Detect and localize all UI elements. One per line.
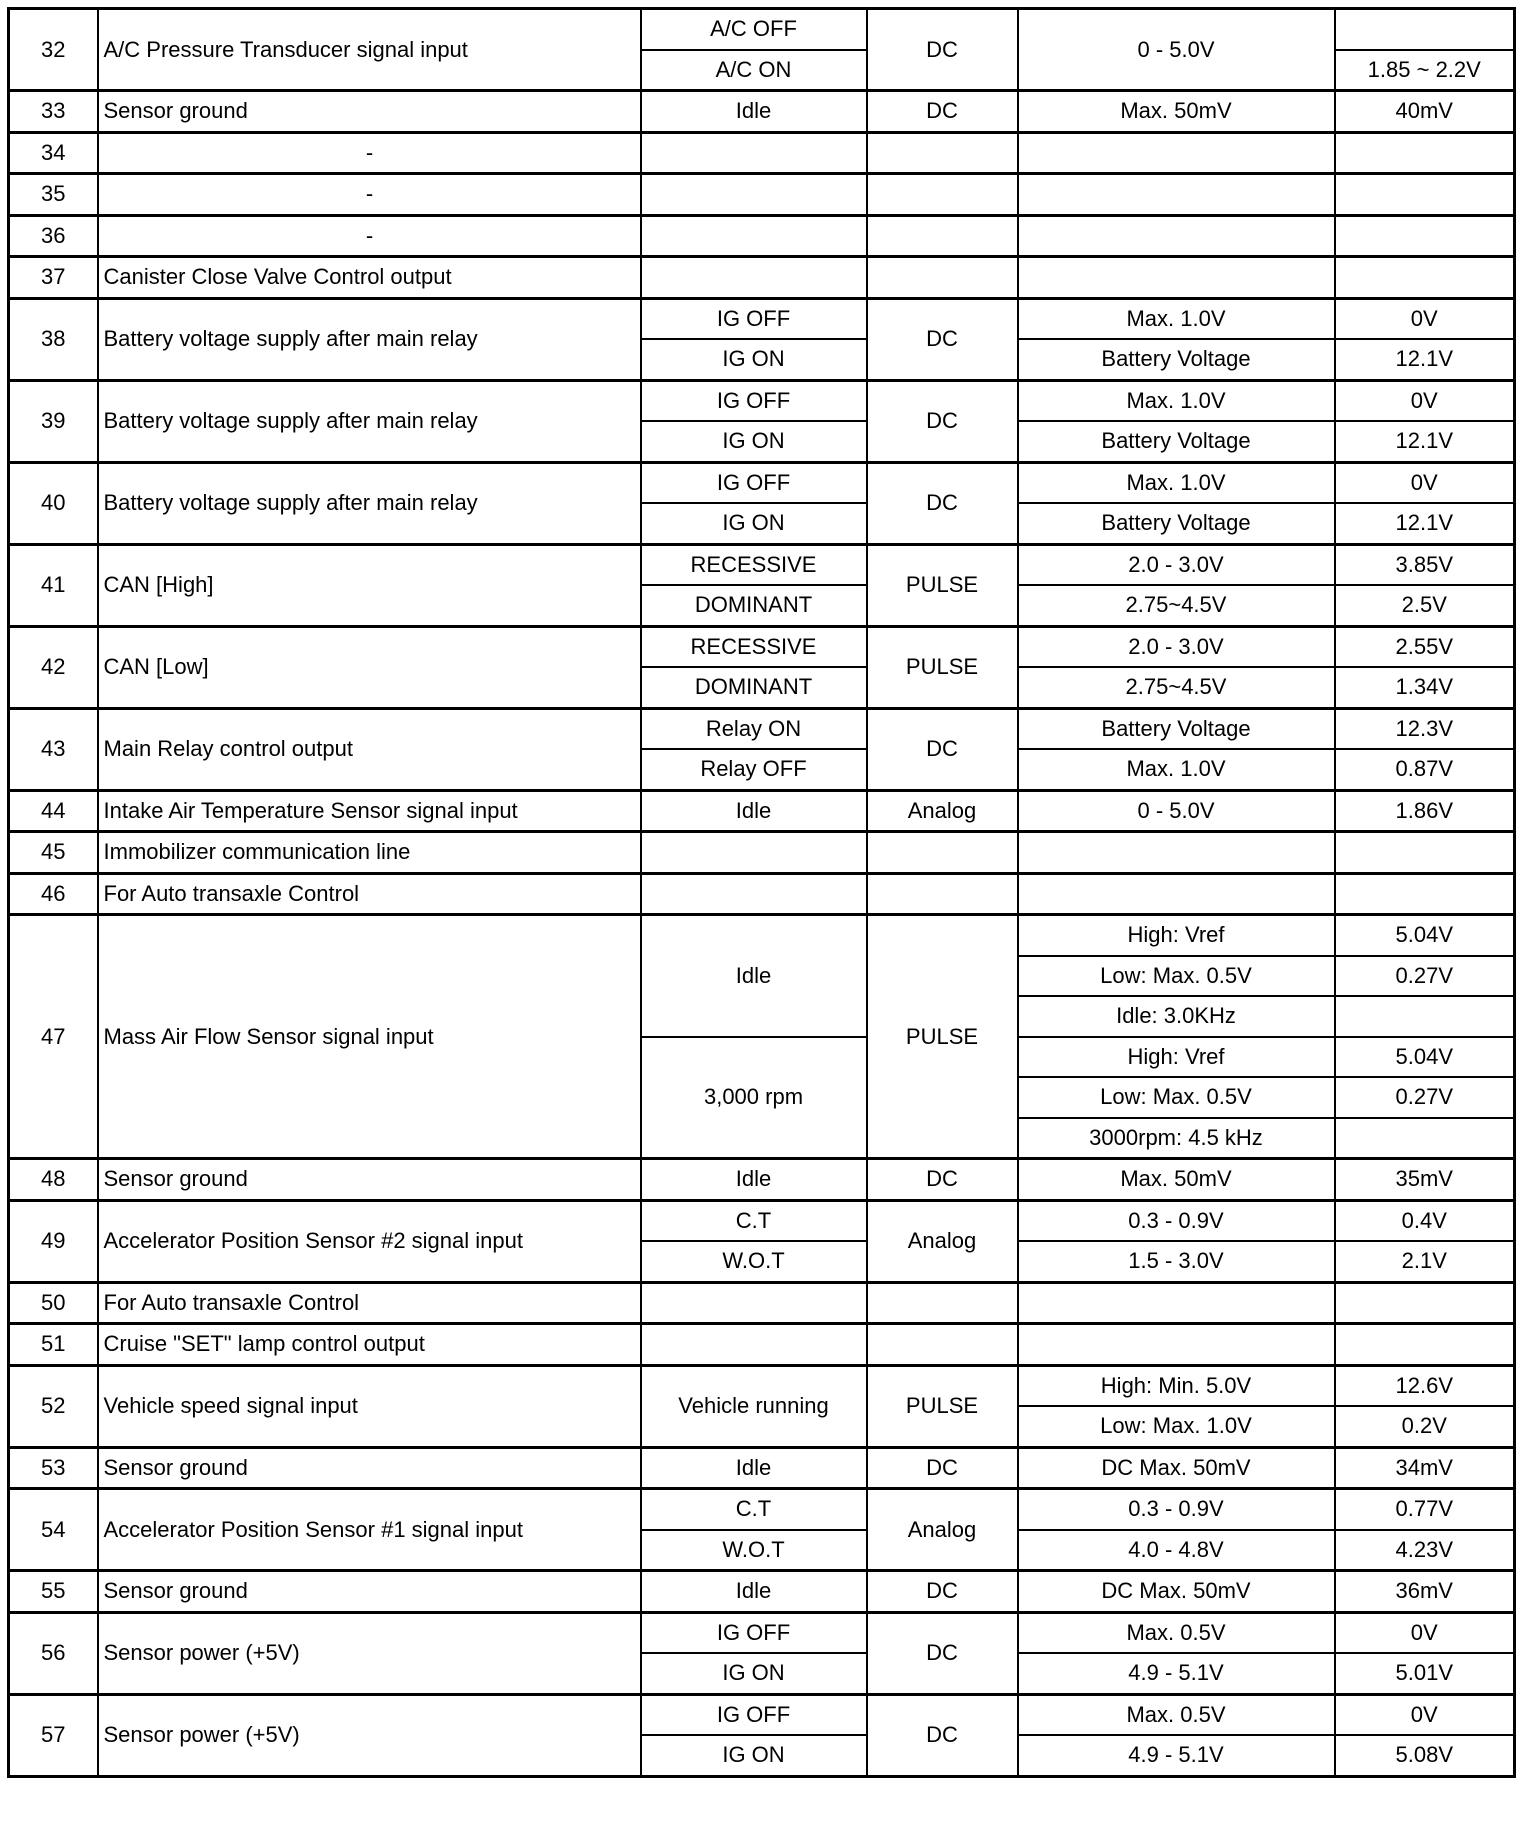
- spec-cell: 0 - 5.0V: [1018, 9, 1335, 91]
- pin-number: 38: [9, 298, 98, 380]
- pin-description: Sensor power (+5V): [98, 1612, 641, 1694]
- measured-value-cell: 2.1V: [1335, 1241, 1515, 1282]
- signal-type-cell: [867, 873, 1018, 915]
- condition-cell: IG OFF: [641, 1694, 867, 1735]
- signal-type-cell: [867, 1324, 1018, 1366]
- table-row: [9, 1694, 1515, 1735]
- pin-number: 57: [9, 1694, 98, 1776]
- spec-cell: [1018, 1324, 1335, 1366]
- pin-number: 50: [9, 1282, 98, 1324]
- table-row: [9, 544, 1515, 585]
- measured-value-cell: [1335, 873, 1515, 915]
- spec-cell: 4.0 - 4.8V: [1018, 1530, 1335, 1571]
- pin-number: 49: [9, 1200, 98, 1282]
- spec-cell: [1018, 1282, 1335, 1324]
- signal-type-cell: DC: [867, 1612, 1018, 1694]
- measured-value-cell: 40mV: [1335, 91, 1515, 133]
- pin-number: 53: [9, 1447, 98, 1489]
- measured-value-cell: 12.1V: [1335, 339, 1515, 380]
- measured-value-cell: 0.87V: [1335, 749, 1515, 790]
- signal-type-cell: [867, 832, 1018, 874]
- signal-type-cell: DC: [867, 380, 1018, 462]
- measured-value-cell: [1335, 1118, 1515, 1159]
- pin-description: Sensor ground: [98, 1571, 641, 1613]
- signal-type-cell: Analog: [867, 1200, 1018, 1282]
- measured-value-cell: 1.85 ~ 2.2V: [1335, 50, 1515, 91]
- pin-number: 48: [9, 1159, 98, 1201]
- table-row: [9, 1365, 1515, 1406]
- signal-type-cell: DC: [867, 9, 1018, 91]
- pin-description: Accelerator Position Sensor #2 signal input: [98, 1200, 641, 1282]
- measured-value-cell: 12.1V: [1335, 503, 1515, 544]
- table-row: [9, 132, 1515, 174]
- measured-value-cell: 0V: [1335, 380, 1515, 421]
- condition-cell: Idle: [641, 790, 867, 832]
- measured-value-cell: [1335, 257, 1515, 299]
- spec-cell: DC Max. 50mV: [1018, 1571, 1335, 1613]
- spec-cell: 2.0 - 3.0V: [1018, 544, 1335, 585]
- pin-description: Immobilizer communication line: [98, 832, 641, 874]
- signal-type-cell: PULSE: [867, 544, 1018, 626]
- table-row: [9, 1571, 1515, 1613]
- signal-type-cell: PULSE: [867, 915, 1018, 1159]
- signal-type-cell: DC: [867, 1447, 1018, 1489]
- condition-cell: IG ON: [641, 339, 867, 380]
- condition-cell: Idle: [641, 1159, 867, 1201]
- table-row: [9, 462, 1515, 503]
- pin-number: 43: [9, 708, 98, 790]
- pin-description: For Auto transaxle Control: [98, 1282, 641, 1324]
- pin-specification-table: [7, 7, 1516, 1778]
- condition-cell: IG ON: [641, 421, 867, 462]
- measured-value-cell: [1335, 832, 1515, 874]
- table-row: [9, 215, 1515, 257]
- table-row: [9, 257, 1515, 299]
- pin-description: -: [98, 215, 641, 257]
- pin-number: 37: [9, 257, 98, 299]
- table-row: [9, 1282, 1515, 1324]
- table-row: [9, 708, 1515, 749]
- spec-cell: Max. 1.0V: [1018, 380, 1335, 421]
- signal-type-cell: PULSE: [867, 1365, 1018, 1447]
- pin-description: Battery voltage supply after main relay: [98, 298, 641, 380]
- measured-value-cell: 0.2V: [1335, 1406, 1515, 1447]
- signal-type-cell: DC: [867, 708, 1018, 790]
- signal-type-cell: Analog: [867, 1489, 1018, 1571]
- pin-number: 42: [9, 626, 98, 708]
- condition-cell: C.T: [641, 1200, 867, 1241]
- pin-number: 45: [9, 832, 98, 874]
- measured-value-cell: 0.27V: [1335, 1077, 1515, 1118]
- condition-cell: RECESSIVE: [641, 626, 867, 667]
- spec-cell: DC Max. 50mV: [1018, 1447, 1335, 1489]
- spec-cell: [1018, 257, 1335, 299]
- measured-value-cell: 0V: [1335, 462, 1515, 503]
- measured-value-cell: 36mV: [1335, 1571, 1515, 1613]
- spec-cell: [1018, 174, 1335, 216]
- spec-cell: Max. 50mV: [1018, 91, 1335, 133]
- table-row: [9, 91, 1515, 133]
- measured-value-cell: 0V: [1335, 298, 1515, 339]
- pin-number: 34: [9, 132, 98, 174]
- pin-number: 41: [9, 544, 98, 626]
- pin-description: Mass Air Flow Sensor signal input: [98, 915, 641, 1159]
- pin-number: 39: [9, 380, 98, 462]
- pin-description: CAN [Low]: [98, 626, 641, 708]
- measured-value-cell: 2.5V: [1335, 585, 1515, 626]
- spec-cell: 1.5 - 3.0V: [1018, 1241, 1335, 1282]
- table-row: [9, 1324, 1515, 1366]
- condition-cell: IG ON: [641, 503, 867, 544]
- condition-cell: Idle: [641, 915, 867, 1037]
- spec-cell: 0.3 - 0.9V: [1018, 1200, 1335, 1241]
- measured-value-cell: 0V: [1335, 1694, 1515, 1735]
- table-row: [9, 1489, 1515, 1530]
- measured-value-cell: 35mV: [1335, 1159, 1515, 1201]
- pin-description: Sensor ground: [98, 1447, 641, 1489]
- signal-type-cell: DC: [867, 1694, 1018, 1776]
- condition-cell: IG OFF: [641, 298, 867, 339]
- measured-value-cell: 12.6V: [1335, 1365, 1515, 1406]
- table-row: [9, 790, 1515, 832]
- condition-cell: IG ON: [641, 1735, 867, 1776]
- measured-value-cell: 5.04V: [1335, 915, 1515, 956]
- spec-cell: [1018, 215, 1335, 257]
- spec-cell: Battery Voltage: [1018, 339, 1335, 380]
- condition-cell: [641, 257, 867, 299]
- condition-cell: Idle: [641, 91, 867, 133]
- measured-value-cell: 12.1V: [1335, 421, 1515, 462]
- signal-type-cell: DC: [867, 1571, 1018, 1613]
- condition-cell: C.T: [641, 1489, 867, 1530]
- signal-type-cell: DC: [867, 1159, 1018, 1201]
- spec-cell: [1018, 132, 1335, 174]
- condition-cell: [641, 174, 867, 216]
- pin-number: 46: [9, 873, 98, 915]
- table-row: [9, 380, 1515, 421]
- pin-number: 52: [9, 1365, 98, 1447]
- condition-cell: IG OFF: [641, 1612, 867, 1653]
- pin-description: Sensor power (+5V): [98, 1694, 641, 1776]
- signal-type-cell: DC: [867, 298, 1018, 380]
- condition-cell: [641, 132, 867, 174]
- pin-description: Vehicle speed signal input: [98, 1365, 641, 1447]
- spec-cell: High: Min. 5.0V: [1018, 1365, 1335, 1406]
- condition-cell: W.O.T: [641, 1530, 867, 1571]
- pin-number: 36: [9, 215, 98, 257]
- signal-type-cell: [867, 215, 1018, 257]
- spec-cell: 2.75~4.5V: [1018, 585, 1335, 626]
- spec-cell: High: Vref: [1018, 1037, 1335, 1078]
- table-row: [9, 1447, 1515, 1489]
- signal-type-cell: Analog: [867, 790, 1018, 832]
- condition-cell: Relay OFF: [641, 749, 867, 790]
- pin-number: 54: [9, 1489, 98, 1571]
- pin-description: A/C Pressure Transducer signal input: [98, 9, 641, 91]
- condition-cell: 3,000 rpm: [641, 1037, 867, 1159]
- condition-cell: W.O.T: [641, 1241, 867, 1282]
- pin-description: Cruise "SET" lamp control output: [98, 1324, 641, 1366]
- spec-cell: 3000rpm: 4.5 kHz: [1018, 1118, 1335, 1159]
- pin-number: 47: [9, 915, 98, 1159]
- pin-number: 33: [9, 91, 98, 133]
- spec-cell: Max. 0.5V: [1018, 1694, 1335, 1735]
- condition-cell: [641, 873, 867, 915]
- measured-value-cell: [1335, 996, 1515, 1037]
- condition-cell: IG ON: [641, 1653, 867, 1694]
- pin-description: Sensor ground: [98, 1159, 641, 1201]
- spec-cell: Idle: 3.0KHz: [1018, 996, 1335, 1037]
- measured-value-cell: 3.85V: [1335, 544, 1515, 585]
- table-row: [9, 1612, 1515, 1653]
- spec-cell: High: Vref: [1018, 915, 1335, 956]
- pin-number: 44: [9, 790, 98, 832]
- signal-type-cell: PULSE: [867, 626, 1018, 708]
- pin-description: Intake Air Temperature Sensor signal input: [98, 790, 641, 832]
- condition-cell: IG OFF: [641, 380, 867, 421]
- condition-cell: Relay ON: [641, 708, 867, 749]
- condition-cell: DOMINANT: [641, 585, 867, 626]
- measured-value-cell: [1335, 174, 1515, 216]
- spec-cell: [1018, 873, 1335, 915]
- pin-number: 51: [9, 1324, 98, 1366]
- table-row: [9, 298, 1515, 339]
- table-row: [9, 626, 1515, 667]
- condition-cell: IG OFF: [641, 462, 867, 503]
- condition-cell: [641, 1324, 867, 1366]
- spec-cell: 0 - 5.0V: [1018, 790, 1335, 832]
- spec-cell: Max. 50mV: [1018, 1159, 1335, 1201]
- measured-value-cell: 0.4V: [1335, 1200, 1515, 1241]
- measured-value-cell: [1335, 1324, 1515, 1366]
- spec-cell: 0.3 - 0.9V: [1018, 1489, 1335, 1530]
- measured-value-cell: 1.86V: [1335, 790, 1515, 832]
- measured-value-cell: 0.77V: [1335, 1489, 1515, 1530]
- pin-description: For Auto transaxle Control: [98, 873, 641, 915]
- spec-cell: Low: Max. 0.5V: [1018, 956, 1335, 997]
- pin-description: Main Relay control output: [98, 708, 641, 790]
- spec-cell: Battery Voltage: [1018, 503, 1335, 544]
- condition-cell: A/C OFF: [641, 9, 867, 50]
- spec-cell: 4.9 - 5.1V: [1018, 1653, 1335, 1694]
- measured-value-cell: [1335, 1282, 1515, 1324]
- pin-description: Sensor ground: [98, 91, 641, 133]
- signal-type-cell: [867, 174, 1018, 216]
- spec-cell: Low: Max. 0.5V: [1018, 1077, 1335, 1118]
- pin-description: Canister Close Valve Control output: [98, 257, 641, 299]
- signal-type-cell: [867, 257, 1018, 299]
- table-row: [9, 915, 1515, 956]
- table-row: [9, 9, 1515, 50]
- condition-cell: [641, 215, 867, 257]
- spec-cell: 2.0 - 3.0V: [1018, 626, 1335, 667]
- measured-value-cell: 12.3V: [1335, 708, 1515, 749]
- condition-cell: Idle: [641, 1447, 867, 1489]
- signal-type-cell: DC: [867, 91, 1018, 133]
- measured-value-cell: 5.04V: [1335, 1037, 1515, 1078]
- pin-number: 56: [9, 1612, 98, 1694]
- measured-value-cell: [1335, 132, 1515, 174]
- pin-description: Accelerator Position Sensor #1 signal input: [98, 1489, 641, 1571]
- pin-description: -: [98, 132, 641, 174]
- measured-value-cell: [1335, 215, 1515, 257]
- measured-value-cell: 0.27V: [1335, 956, 1515, 997]
- condition-cell: DOMINANT: [641, 667, 867, 708]
- spec-cell: Low: Max. 1.0V: [1018, 1406, 1335, 1447]
- spec-cell: [1018, 832, 1335, 874]
- spec-cell: 2.75~4.5V: [1018, 667, 1335, 708]
- signal-type-cell: [867, 132, 1018, 174]
- measured-value-cell: 4.23V: [1335, 1530, 1515, 1571]
- table-body: [9, 9, 1515, 1777]
- table-row: [9, 1200, 1515, 1241]
- spec-cell: 4.9 - 5.1V: [1018, 1735, 1335, 1776]
- pin-number: 35: [9, 174, 98, 216]
- measured-value-cell: 1.34V: [1335, 667, 1515, 708]
- condition-cell: Idle: [641, 1571, 867, 1613]
- condition-cell: A/C ON: [641, 50, 867, 91]
- measured-value-cell: [1335, 9, 1515, 50]
- measured-value-cell: 5.08V: [1335, 1735, 1515, 1776]
- condition-cell: Vehicle running: [641, 1365, 867, 1447]
- condition-cell: RECESSIVE: [641, 544, 867, 585]
- pin-description: CAN [High]: [98, 544, 641, 626]
- signal-type-cell: [867, 1282, 1018, 1324]
- pin-description: -: [98, 174, 641, 216]
- measured-value-cell: 34mV: [1335, 1447, 1515, 1489]
- pin-number: 40: [9, 462, 98, 544]
- spec-cell: Max. 1.0V: [1018, 749, 1335, 790]
- pin-description: Battery voltage supply after main relay: [98, 462, 641, 544]
- pin-number: 32: [9, 9, 98, 91]
- measured-value-cell: 2.55V: [1335, 626, 1515, 667]
- measured-value-cell: 0V: [1335, 1612, 1515, 1653]
- pin-description: Battery voltage supply after main relay: [98, 380, 641, 462]
- spec-cell: Max. 1.0V: [1018, 462, 1335, 503]
- table-row: [9, 832, 1515, 874]
- spec-cell: Battery Voltage: [1018, 708, 1335, 749]
- spec-cell: Battery Voltage: [1018, 421, 1335, 462]
- measured-value-cell: 5.01V: [1335, 1653, 1515, 1694]
- spec-cell: Max. 0.5V: [1018, 1612, 1335, 1653]
- spec-cell: Max. 1.0V: [1018, 298, 1335, 339]
- table-row: [9, 1159, 1515, 1201]
- pin-number: 55: [9, 1571, 98, 1613]
- table-row: [9, 174, 1515, 216]
- table-row: [9, 873, 1515, 915]
- condition-cell: [641, 1282, 867, 1324]
- condition-cell: [641, 832, 867, 874]
- signal-type-cell: DC: [867, 462, 1018, 544]
